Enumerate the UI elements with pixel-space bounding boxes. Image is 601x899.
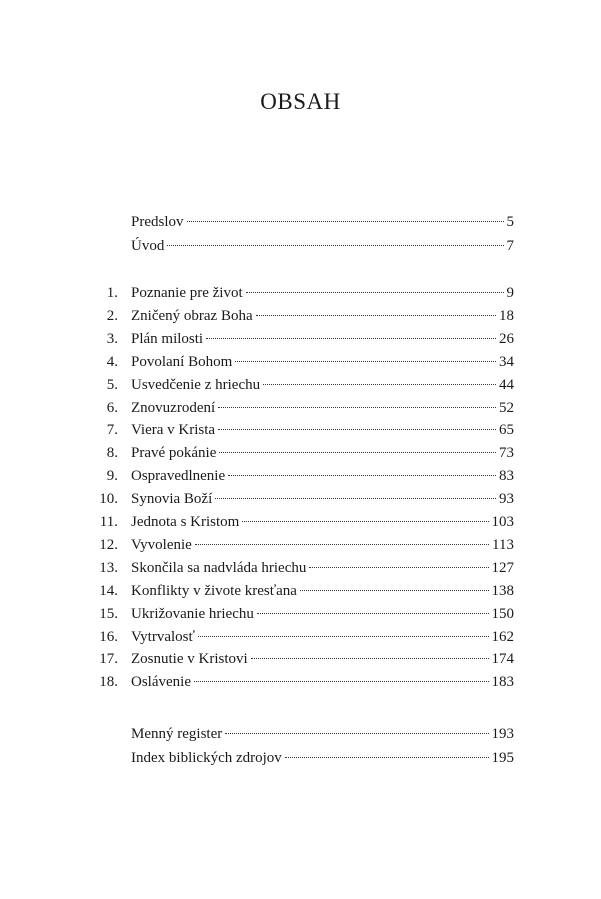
- dot-leader: [242, 520, 488, 522]
- chapter-number: 11.: [99, 514, 118, 530]
- toc-entry: [0, 558, 601, 578]
- toc-entry: [0, 212, 601, 232]
- entry-title: Ukrižovanie hriechu: [131, 605, 254, 622]
- page-number: 5: [506, 214, 514, 230]
- dot-leader: [167, 244, 503, 246]
- page-number: 34: [499, 353, 514, 370]
- page-title: OBSAH: [260, 89, 341, 114]
- dot-leader: [256, 314, 496, 316]
- entry-title: Index biblických zdrojov: [131, 749, 282, 766]
- toc-entry: [0, 283, 601, 303]
- dot-leader: [218, 406, 496, 408]
- chapter-number: 10.: [99, 491, 118, 508]
- chapter-number: 13.: [99, 559, 118, 576]
- entry-title: Vytrvalosť: [131, 628, 195, 645]
- dot-leader: [206, 337, 496, 339]
- toc-entry: [0, 375, 601, 395]
- entry-title: Ospravedlnenie: [131, 468, 226, 485]
- chapter-number: 2.: [106, 307, 118, 324]
- entry-title: Pravé pokánie: [131, 445, 217, 462]
- chapter-number: 3.: [106, 330, 118, 347]
- page-number: 150: [491, 605, 514, 622]
- chapter-number: 12.: [99, 536, 118, 553]
- toc-entry: [0, 466, 601, 486]
- toc-entry: [0, 306, 601, 326]
- entry-title: Synovia Boží: [131, 491, 213, 508]
- toc-entry: [0, 352, 601, 372]
- page-number: 52: [499, 399, 514, 416]
- entry-title: Poznanie pre život: [131, 285, 243, 301]
- page-number: 65: [499, 422, 514, 439]
- dot-leader: [263, 383, 496, 385]
- toc-entry: [0, 672, 601, 692]
- dot-leader: [225, 732, 488, 734]
- dot-leader: [195, 543, 489, 545]
- toc-entry: [0, 398, 601, 418]
- entry-title: Jednota s Kristom: [131, 514, 240, 530]
- page-number: 9: [506, 285, 514, 301]
- dot-leader: [228, 474, 496, 476]
- toc-entry: [0, 443, 601, 463]
- chapter-number: 1.: [106, 285, 118, 301]
- chapter-number: 4.: [106, 353, 118, 370]
- entry-title: Úvod: [131, 237, 165, 254]
- toc-entry: [0, 748, 601, 768]
- chapter-number: 15.: [99, 605, 118, 622]
- entry-title: Viera v Krista: [131, 422, 216, 439]
- page-number: 174: [491, 651, 514, 668]
- toc-entry: [0, 489, 601, 509]
- chapter-number: 17.: [99, 651, 118, 668]
- chapter-number: 14.: [99, 582, 118, 599]
- toc-entry: [0, 581, 601, 601]
- dot-leader: [257, 612, 489, 614]
- dot-leader: [198, 635, 489, 637]
- page-number: 193: [491, 726, 514, 742]
- dot-leader: [215, 497, 496, 499]
- toc-entry: [0, 236, 601, 256]
- page-number: 73: [499, 445, 514, 462]
- entry-title: Oslávenie: [131, 674, 191, 691]
- dot-leader: [218, 428, 496, 430]
- page-number: 127: [491, 559, 514, 576]
- chapter-number: 16.: [99, 628, 118, 645]
- toc-entry: [0, 420, 601, 440]
- page-number: 44: [499, 376, 514, 393]
- chapter-number: 6.: [106, 399, 118, 416]
- page-number: 103: [491, 514, 514, 530]
- page-number: 162: [491, 628, 514, 645]
- entry-title: Menný register: [131, 726, 223, 742]
- toc-entry: [0, 724, 601, 744]
- entry-title: Predslov: [131, 214, 184, 230]
- page-number: 93: [499, 491, 514, 508]
- toc-entry: [0, 535, 601, 555]
- dot-leader: [285, 756, 489, 758]
- entry-title: Usvedčenie z hriechu: [131, 376, 261, 393]
- page-number: 195: [491, 749, 514, 766]
- chapter-number: 8.: [106, 445, 118, 462]
- page-number: 83: [499, 468, 514, 485]
- entry-title: Plán milosti: [131, 330, 204, 347]
- dot-leader: [219, 451, 496, 453]
- chapter-number: 18.: [99, 674, 118, 691]
- entry-title: Povolaní Bohom: [131, 353, 233, 370]
- entry-title: Skončila sa nadvláda hriechu: [131, 559, 307, 576]
- entry-title: Vyvolenie: [131, 536, 192, 553]
- dot-leader: [251, 657, 489, 659]
- entry-title: Znovuzrodení: [131, 399, 216, 416]
- page-number: 113: [492, 536, 514, 553]
- page-number: 26: [499, 330, 514, 347]
- dot-leader: [309, 566, 488, 568]
- page-number: 138: [491, 582, 514, 599]
- toc-entry: [0, 604, 601, 624]
- page-number: 18: [499, 307, 514, 324]
- entry-title: Zničený obraz Boha: [131, 307, 253, 324]
- toc-entry: [0, 627, 601, 647]
- toc-entry: [0, 649, 601, 669]
- page-number: 7: [506, 237, 514, 254]
- dot-leader: [246, 291, 504, 293]
- chapter-number: 5.: [106, 376, 118, 393]
- page-number: 183: [491, 674, 514, 691]
- toc-entry: [0, 329, 601, 349]
- dot-leader: [187, 220, 504, 222]
- entry-title: Konflikty v živote kresťana: [131, 582, 297, 599]
- chapter-number: 9.: [106, 468, 118, 485]
- dot-leader: [300, 589, 489, 591]
- entry-title: Zosnutie v Kristovi: [131, 651, 248, 668]
- chapter-number: 7.: [106, 422, 118, 439]
- dot-leader: [235, 360, 496, 362]
- toc-entry: [0, 512, 601, 532]
- dot-leader: [194, 680, 489, 682]
